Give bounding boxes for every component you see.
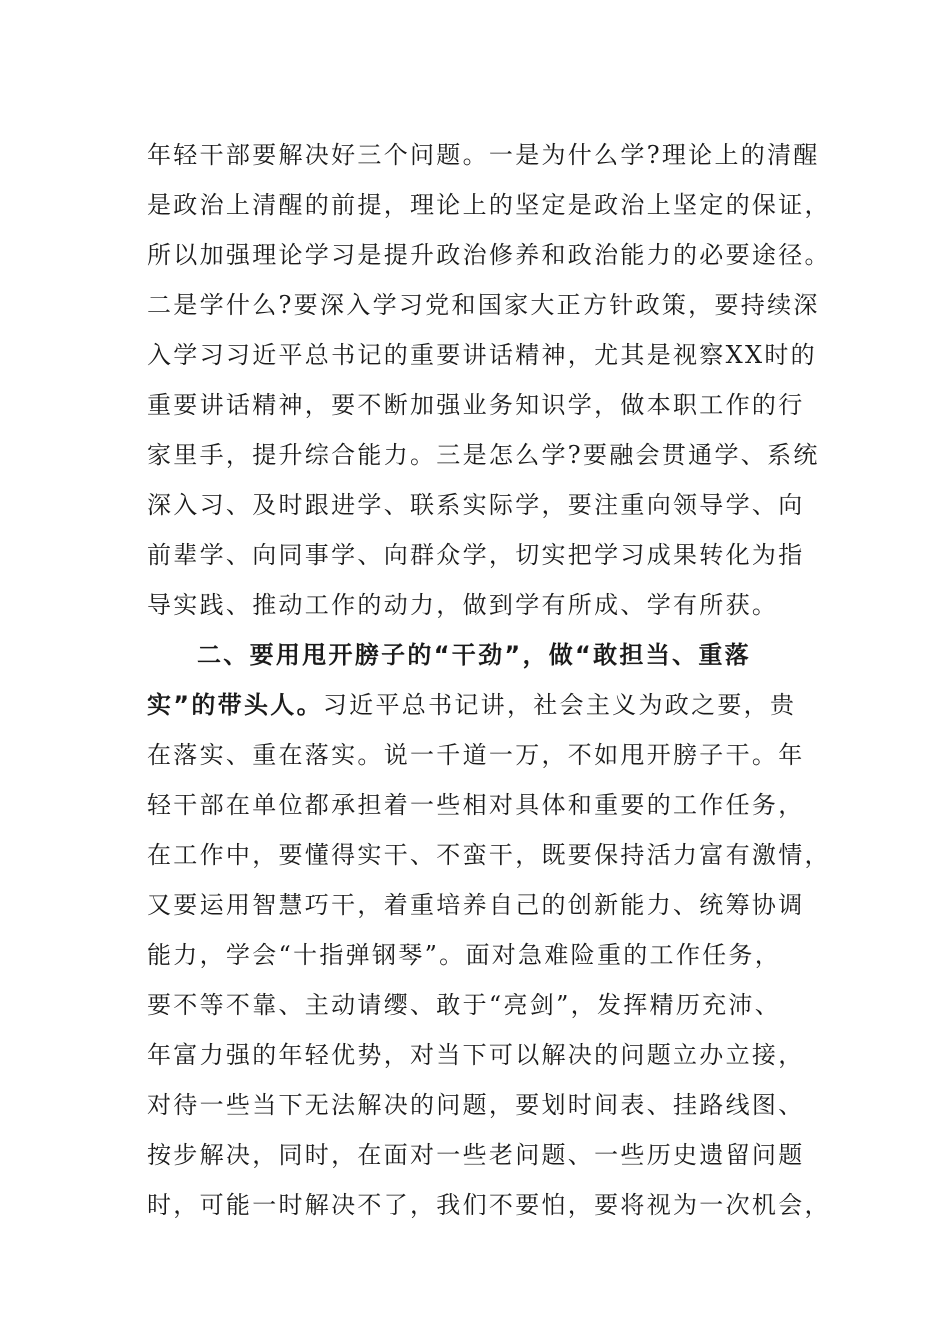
text-line: 时，可能一时解决不了，我们不要怕，要将视为一次机会， <box>147 1191 831 1219</box>
text-line: 在工作中，要懂得实干、不蛮干，既要保持活力富有激情， <box>147 841 831 869</box>
text-line: 前辈学、向同事学、向群众学，切实把学习成果转化为指 <box>147 541 805 569</box>
text-line: 所以加强理论学习是提升政治修养和政治能力的必要途径。 <box>147 241 831 269</box>
section-heading: 二、要用甩开膀子的“干劲”，做“敢担当、重落 <box>197 641 751 669</box>
document-body <box>147 130 831 1230</box>
section-first-line-text: 习近平总书记讲，社会主义为政之要，贵 <box>322 691 797 719</box>
text-line: 又要运用智慧巧干，着重培养自己的创新能力、统筹协调 <box>147 891 805 919</box>
text-line: 是政治上清醒的前提，理论上的坚定是政治上坚定的保证， <box>147 191 831 219</box>
text-line: 入学习习近平总书记的重要讲话精神，尤其是视察XX时的 <box>147 341 817 369</box>
text-line: 年富力强的年轻优势，对当下可以解决的问题立办立接， <box>147 1041 805 1069</box>
section-heading-end: 实”的带头人。 <box>147 691 323 719</box>
text-line: 重要讲话精神，要不断加强业务知识学，做本职工作的行 <box>147 391 805 419</box>
text-line: 年轻干部要解决好三个问题。一是为什么学?理论上的清醒 <box>147 141 820 169</box>
text-line: 轻干部在单位都承担着一些相对具体和重要的工作任务， <box>147 791 805 819</box>
text-line: 能力，学会“十指弹钢琴”。面对急难险重的工作任务， <box>147 941 782 969</box>
text-line: 二是学什么?要深入学习党和国家大正方针政策，要持续深 <box>147 291 820 319</box>
text-line: 要不等不靠、主动请缨、敢于“亮剑”，发挥精历充沛、 <box>147 991 782 1019</box>
text-line: 家里手，提升综合能力。三是怎么学?要融会贯通学、系统 <box>147 441 820 469</box>
text-line: 深入习、及时跟进学、联系实际学，要注重向领导学、向 <box>147 491 805 519</box>
text-line: 按步解决，同时，在面对一些老问题、一些历史遗留问题 <box>147 1141 805 1169</box>
text-line: 导实践、推动工作的动力，做到学有所成、学有所获。 <box>147 591 779 619</box>
text-line: 对待一些当下无法解决的问题，要划时间表、挂路线图、 <box>147 1091 805 1119</box>
text-line: 在落实、重在落实。说一千道一万，不如甩开膀子干。年 <box>147 741 805 769</box>
section-heading-continuation <box>147 680 802 730</box>
